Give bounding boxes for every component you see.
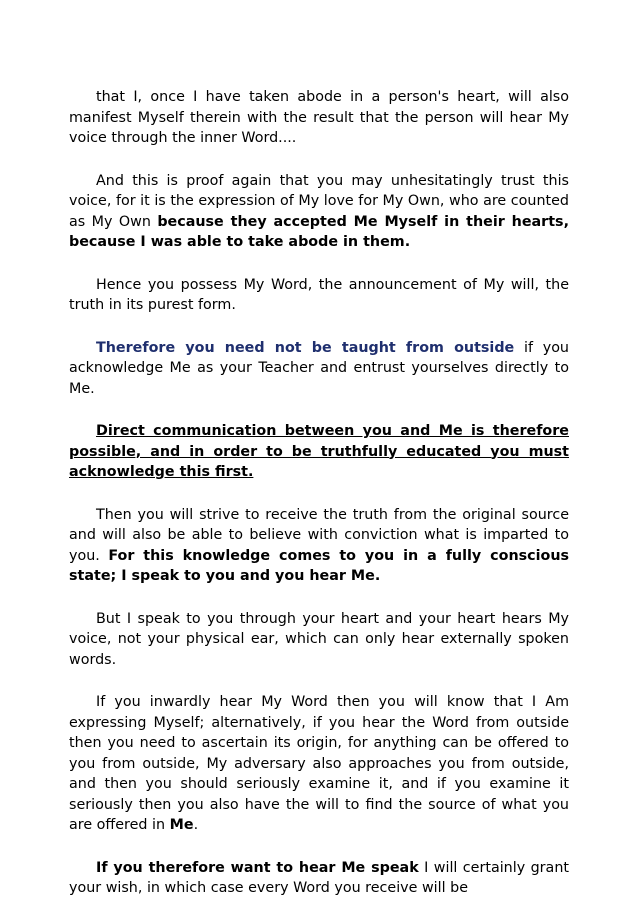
text-segment: Direct communication between you and Me is therefore possible, and in order to be truthfully educated you must acknowledge this first.: [69, 423, 569, 480]
text-segment: But I speak to you through your heart and your heart hears My voice, not your physical ear, which can only hear externally spoken words.: [69, 610, 569, 668]
paragraph: [69, 171, 569, 253]
text-segment: .: [193, 817, 199, 833]
text-segment: If you inwardly hear My Word then you will know that I Am expressing Myself; alternatively, if you hear the Word from outside then you need to ascertain its origin, for anything can be offered to you from outside, My adversary also approaches you from outside, and then you should seriously examine it, and if you examine it seriously then you also have the will to find the source of what you are offered in: [69, 694, 569, 833]
paragraph: [69, 338, 569, 400]
text-segment: if you acknowledge Me as your Teacher and entrust yourselves directly to Me.: [69, 339, 569, 397]
text-segment: that I, once I have taken abode in a person's heart, will also manifest Myself therein with the result that the person will hear My voice through the inner Word....: [69, 89, 569, 146]
paragraph: [69, 609, 569, 671]
paragraph: [69, 275, 569, 316]
text-segment: And this is proof again that you may unhesitatingly trust this voice, for it is the expression of My love for My Own, who are counted as My Own: [69, 172, 569, 230]
text-segment: Then you will strive to receive the truth from the original source and will also be able to believe with conviction what is imparted to you.: [69, 506, 569, 564]
text-segment: Therefore you need not be taught from outside: [96, 339, 515, 356]
paragraph: [69, 421, 569, 483]
text-segment: because they accepted Me Myself in their hearts, because I was able to take abode in them.: [69, 213, 569, 250]
text-segment: Me: [169, 817, 194, 833]
paragraph: [69, 692, 569, 836]
text-segment: If you therefore want to hear Me speak: [96, 859, 419, 876]
text-segment: For this knowledge comes to you in a fully conscious state; I speak to you and you hear Me.: [69, 547, 570, 584]
document-page: [69, 87, 569, 921]
paragraph: [69, 505, 569, 587]
paragraph: [69, 87, 569, 149]
text-segment: I will certainly grant your wish, in which case every Word you receive will be: [69, 859, 569, 896]
paragraph: [69, 858, 569, 899]
text-segment: Hence you possess My Word, the announcement of My will, the truth in its purest form.: [69, 276, 569, 313]
